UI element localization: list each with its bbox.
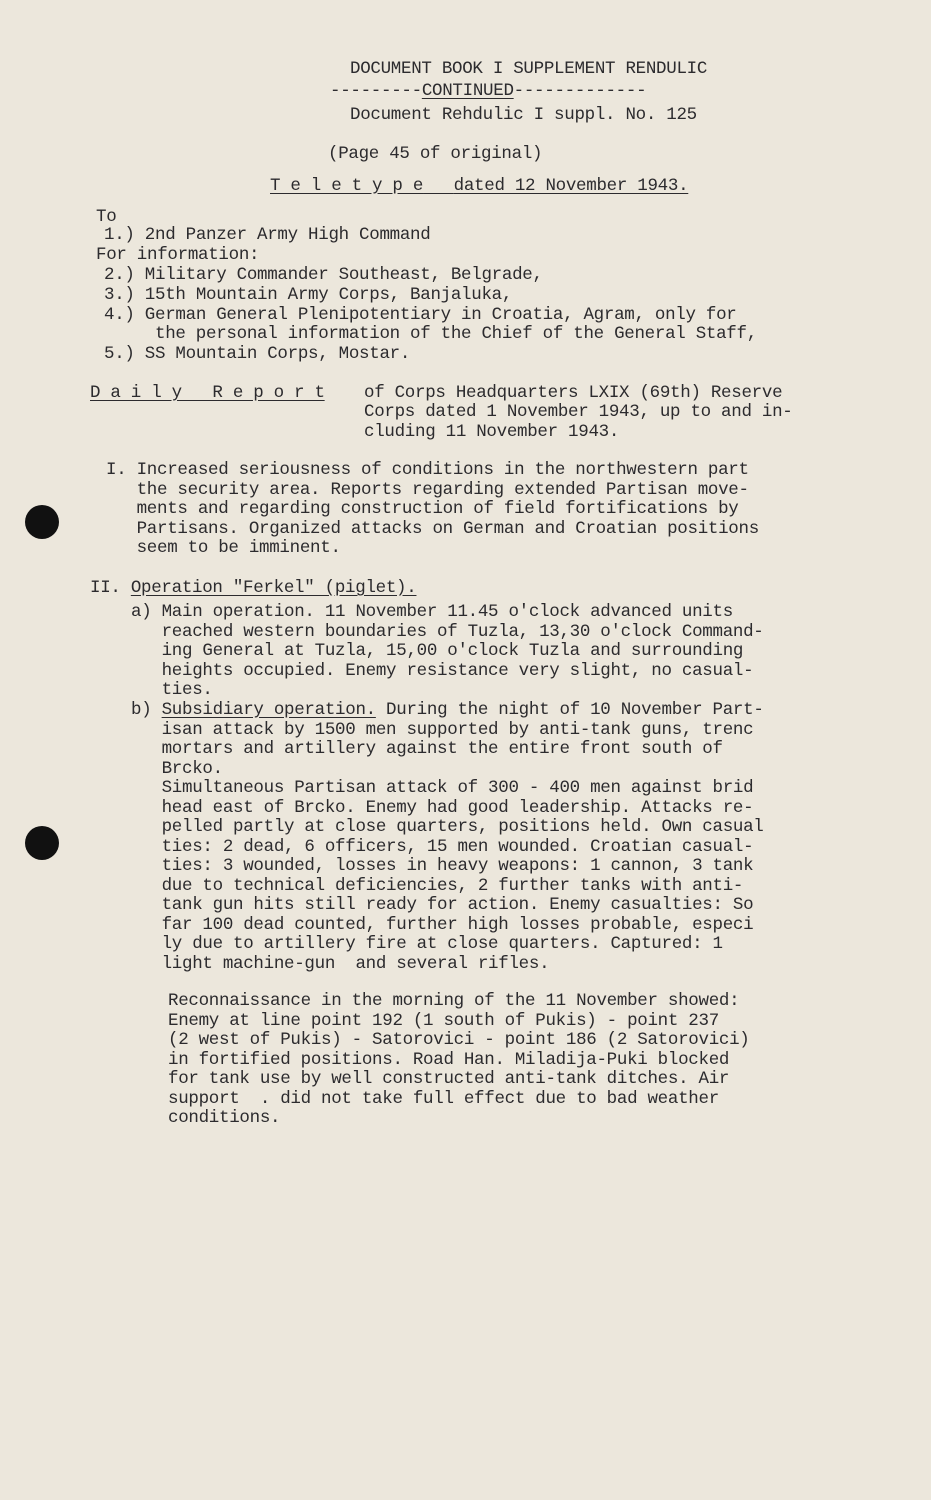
section-2b-line: pelled partly at close quarters, positions held. Own casual [131,817,764,837]
section-2a [131,603,764,701]
daily-report-line-2: Corps dated 1 November 1943, up to and in- [364,402,793,422]
reconnaissance-line: support . did not take full effect due to bad weather [168,1088,719,1109]
section-2b [131,701,764,974]
section-2b-line: far 100 dead counted, further high losses probable, especi [131,914,754,935]
section-2a-line: reached western boundaries of Tuzla, 13,30 o'clock Command- [131,621,764,642]
daily-report-label: D a i l y R e p o r t [90,383,325,403]
teletype-date: dated 12 November 1943. [453,176,689,196]
reconnaissance-line: in fortified positions. Road Han. Miladija-Puki blocked [168,1049,730,1070]
header-title: DOCUMENT BOOK I SUPPLEMENT RENDULIC [350,59,708,79]
section-1 [106,461,759,559]
reconnaissance-line: for tank use by well constructed anti-tank ditches. Air [168,1069,730,1089]
addressee-3: 3.) 15th Mountain Army Corps, Banjaluka, [104,285,513,305]
punch-hole [25,826,59,860]
subsidiary-operation-heading: Subsidiary operation. [161,700,376,720]
section-2b-line: ly due to artillery fire at close quarters. Captured: 1 [131,934,723,954]
reconnaissance-line: conditions. [168,1108,281,1128]
section-2a-line: a) Main operation. 11 November 11.45 o'clock advanced units [131,602,733,622]
section-1-line: Partisans. Organized attacks on German and Croatian positions [106,518,759,539]
addressee-1: 1.) 2nd Panzer Army High Command [104,225,431,245]
section-2a-line: ties. [131,680,213,700]
section-2b-line: Brcko. [131,758,223,779]
section-2b-line: light machine-gun and several rifles. [131,953,550,974]
section-1-line: I. Increased seriousness of conditions in the northwestern part [106,460,749,480]
document-reference: Document Rehdulic I suppl. No. 125 [350,105,697,125]
teletype-line [270,177,688,197]
reconnaissance-line: Enemy at line point 192 (1 south of Pukis) - point 237 [168,1010,719,1031]
section-2b-line: ties: 2 dead, 6 officers, 15 men wounded. Croatian casual- [131,836,754,857]
information-label: For information: [96,245,260,265]
section-2b-line: due to technical deficiencies, 2 further tanks with anti- [131,875,744,896]
daily-report-line-3: cluding 11 November 1943. [364,422,620,442]
daily-report-line-1: of Corps Headquarters LXIX (69th) Reserve [364,383,783,403]
addressee-4-continued: the personal information of the Chief of the General Staff, [155,324,757,344]
page-reference: (Page 45 of original) [328,144,543,164]
section-2b-line: Simultaneous Partisan attack of 300 - 400 men against brid [131,778,754,798]
addressee-5: 5.) SS Mountain Corps, Mostar. [104,344,411,364]
reconnaissance-line: (2 west of Pukis) - Satorovici - point 186 (2 Satorovici) [168,1030,750,1050]
section-2b-line: mortars and artillery against the entire front south of [131,739,723,759]
to-label: To [96,207,117,227]
section-1-line: ments and regarding construction of field fortifications by [106,499,739,519]
header-continued: ---------CONTINUED------------- [330,81,647,101]
section-2b-line: tank gun hits still ready for action. Enemy casualties: So [131,895,754,915]
section-2b-line: head east of Brcko. Enemy had good leadership. Attacks re- [131,797,754,818]
punch-hole [25,505,59,539]
section-1-line: seem to be imminent. [106,538,341,558]
section-2b-first-line: b) Subsidiary operation. During the night of 10 November Part- [131,700,764,720]
section-1-line: the security area. Reports regarding extended Partisan move- [106,479,749,500]
section-2b-line: ties: 3 wounded, losses in heavy weapons: 1 cannon, 3 tank [131,856,754,876]
addressee-2: 2.) Military Commander Southeast, Belgrade, [104,265,543,285]
reconnaissance-paragraph [168,992,750,1129]
teletype-label: T e l e t y p e [270,176,424,196]
section-2a-line: heights occupied. Enemy resistance very slight, no casual- [131,660,754,681]
section-2-heading: II. Operation "Ferkel" (piglet). [90,578,417,598]
reconnaissance-line: Reconnaissance in the morning of the 11 November showed: [168,991,740,1011]
addressee-4: 4.) German General Plenipotentiary in Croatia, Agram, only for [104,305,737,325]
section-2a-line: ing General at Tuzla, 15,00 o'clock Tuzla and surrounding [131,641,744,661]
section-2b-line: isan attack by 1500 men supported by anti-tank guns, trenc [131,719,754,740]
